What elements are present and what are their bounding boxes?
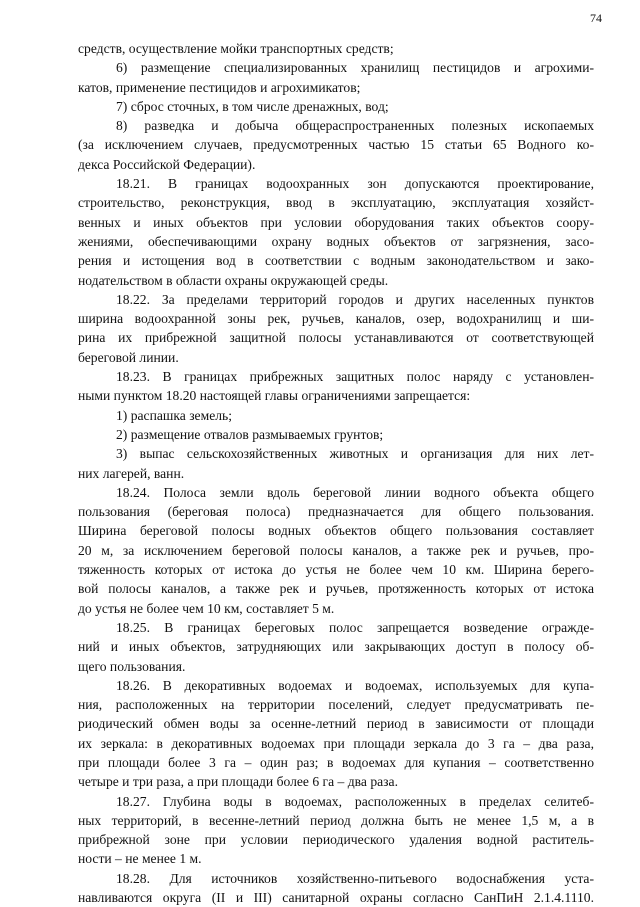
text-line: ширина водоохранной зоны рек, ручьев, каналов, озер, водохранилищ и ши-: [78, 311, 594, 327]
text-line: береговой линии.: [78, 349, 179, 365]
page-number: 74: [590, 11, 602, 25]
text-line: 20 м, за исключением береговой полосы каналов, а также рек и ручьев, про-: [78, 542, 594, 558]
text-line: (за исключением случаев, предусмотренных частью 15 статьи 65 Водного ко-: [78, 137, 594, 153]
text-line: их зеркала: в декоративных водоемах при площади зеркала до 3 га – два раза,: [78, 735, 594, 751]
text-line: 2) размещение отвалов размываемых грунтов;: [116, 426, 384, 442]
text-line: четыре и три раза, а при площади более 6 га – два раза.: [78, 774, 398, 790]
text-line: 18.26. В декоративных водоемах и водоемах, используемых для купа-: [116, 677, 594, 693]
text-line: рина их прибрежной защитной полосы устанавливаются от соответствующей: [78, 330, 594, 346]
text-line: навливаются округа (II и III) санитарной охраны согласно СанПиН 2.1.4.1110.: [78, 890, 594, 906]
text-line: 18.24. Полоса земли вдоль береговой линии водного объекта общего: [116, 484, 594, 500]
text-line: катов, применение пестицидов и агрохимикатов;: [78, 79, 361, 95]
text-line: 6) размещение специализированных хранилищ пестицидов и агрохими-: [116, 60, 594, 76]
text-line: до устья не более чем 10 км, составляет 5 м.: [78, 600, 335, 616]
text-line: венных и иных объектов при условии оборудования таких объектов соору-: [78, 214, 594, 230]
text-line: 18.21. В границах водоохранных зон допускаются проектирование,: [116, 176, 594, 192]
text-line: 8) разведка и добыча общераспространенных полезных ископаемых: [116, 118, 594, 134]
text-line: строительство, реконструкция, ввод в эксплуатацию, эксплуатация хозяйст-: [78, 195, 594, 211]
text-line: 1) распашка земель;: [116, 407, 232, 423]
text-line: ния, расположенных на территории поселений, следует предусматривать пе-: [78, 697, 594, 713]
text-line: 18.28. Для источников хозяйственно-питьевого водоснабжения уста-: [116, 870, 594, 886]
text-line: тяженность которых от истока до устья не более чем 10 км. Ширина берего-: [78, 562, 594, 578]
text-line: 7) сброс сточных, в том числе дренажных, вод;: [116, 98, 389, 114]
body-text: [78, 39, 594, 907]
text-line: ными пунктом 18.20 настоящей главы ограничениями запрещается:: [78, 388, 471, 404]
text-line: жениями, обеспечивающими охрану водных объектов от загрязнения, засо-: [78, 233, 594, 249]
text-line: при площади более 3 га – один раз; в водоемах для купания – соответственно: [78, 754, 594, 770]
text-line: 18.23. В границах прибрежных защитных полос наряду с установлен-: [116, 369, 594, 385]
text-line: 3) выпас сельскохозяйственных животных и организация для них лет-: [116, 446, 594, 462]
text-line: 18.25. В границах береговых полос запрещается возведение огражде-: [116, 619, 594, 635]
text-line: ных территорий, в весенне-летний период должна быть не менее 1,5 м, а в: [78, 812, 594, 828]
text-line: риодический обмен воды за осенне-летний период в зависимости от площади: [78, 716, 594, 732]
text-line: пользования (береговая полоса) предназначается для общего пользования.: [78, 504, 594, 520]
text-line: них лагерей, ванн.: [78, 465, 185, 481]
text-line: прибрежной зоне при условии периодического удаления водной раститель-: [78, 832, 594, 848]
text-line: декса Российской Федерации).: [78, 156, 256, 172]
text-line: вой полосы каналов, а также рек и ручьев, протяженность которых от истока: [78, 581, 594, 597]
text-line: ний и иных объектов, затрудняющих или закрывающих доступ в полосу об-: [78, 639, 594, 655]
text-line: 18.22. За пределами территорий городов и других населенных пунктов: [116, 291, 594, 307]
text-line: щего пользования.: [78, 658, 186, 674]
text-line: средств, осуществление мойки транспортных средств;: [78, 41, 394, 56]
text-line: Ширина береговой полосы водных объектов общего пользования составляет: [78, 523, 594, 539]
text-line: 18.27. Глубина воды в водоемах, расположенных в пределах селитеб-: [116, 793, 594, 809]
text-line: нодательством в области охраны окружающей среды.: [78, 272, 389, 288]
text-line: ности – не менее 1 м.: [78, 851, 202, 867]
text-line: рения и истощения вод в соответствии с водным законодательством и зако-: [78, 253, 594, 269]
